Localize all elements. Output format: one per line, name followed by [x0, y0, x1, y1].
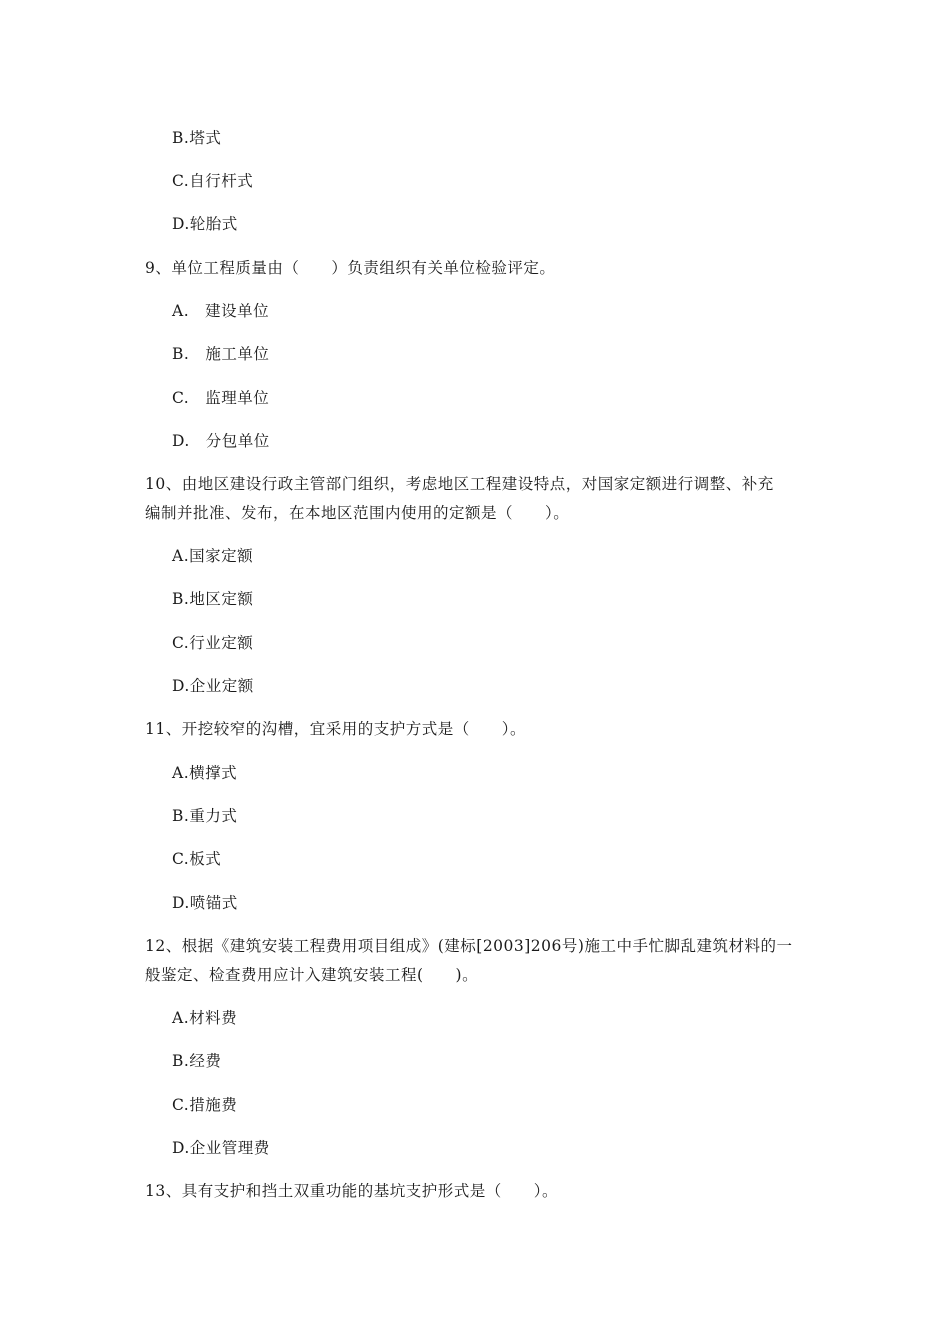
- q11-option-c: C.板式: [172, 850, 222, 868]
- q12-question-line2: 般鉴定、检查费用应计入建筑安装工程( )。: [145, 966, 479, 984]
- q12-option-a: A.材料费: [172, 1009, 238, 1027]
- q10-question-line2: 编制并批准、发布，在本地区范围内使用的定额是（ ）。: [145, 504, 570, 522]
- q12-option-c: C.措施费: [172, 1096, 238, 1114]
- q11-option-d: D.喷锚式: [172, 894, 238, 912]
- q9-option-a: A. 建设单位: [172, 302, 270, 320]
- q9-option-d: D. 分包单位: [172, 432, 270, 450]
- q9-question: 9、单位工程质量由（ ）负责组织有关单位检验评定。: [145, 259, 556, 277]
- q10-option-c: C.行业定额: [172, 634, 254, 652]
- q11-option-b: B.重力式: [172, 807, 238, 825]
- q8-option-c: C.自行杆式: [172, 172, 254, 190]
- q12-option-d: D.企业管理费: [172, 1139, 270, 1157]
- q9-option-c: C. 监理单位: [172, 389, 270, 407]
- q8-option-b: B.塔式: [172, 129, 222, 147]
- q11-option-a: A.横撑式: [172, 764, 238, 782]
- q13-question: 13、具有支护和挡土双重功能的基坑支护形式是（ ）。: [145, 1182, 558, 1200]
- q9-option-b: B. 施工单位: [172, 345, 270, 363]
- q8-option-d: D.轮胎式: [172, 215, 238, 233]
- q10-option-d: D.企业定额: [172, 677, 254, 695]
- q12-option-b: B.经费: [172, 1052, 222, 1070]
- q10-question-line1: 10、由地区建设行政主管部门组织，考虑地区工程建设特点，对国家定额进行调整、补充: [145, 475, 774, 493]
- q11-question: 11、开挖较窄的沟槽，宜采用的支护方式是（ ）。: [145, 720, 526, 738]
- q10-option-b: B.地区定额: [172, 590, 254, 608]
- q12-question-line1: 12、根据《建筑安装工程费用项目组成》(建标[2003]206号)施工中手忙脚乱建筑材料的一: [145, 937, 793, 955]
- q10-option-a: A.国家定额: [172, 547, 254, 565]
